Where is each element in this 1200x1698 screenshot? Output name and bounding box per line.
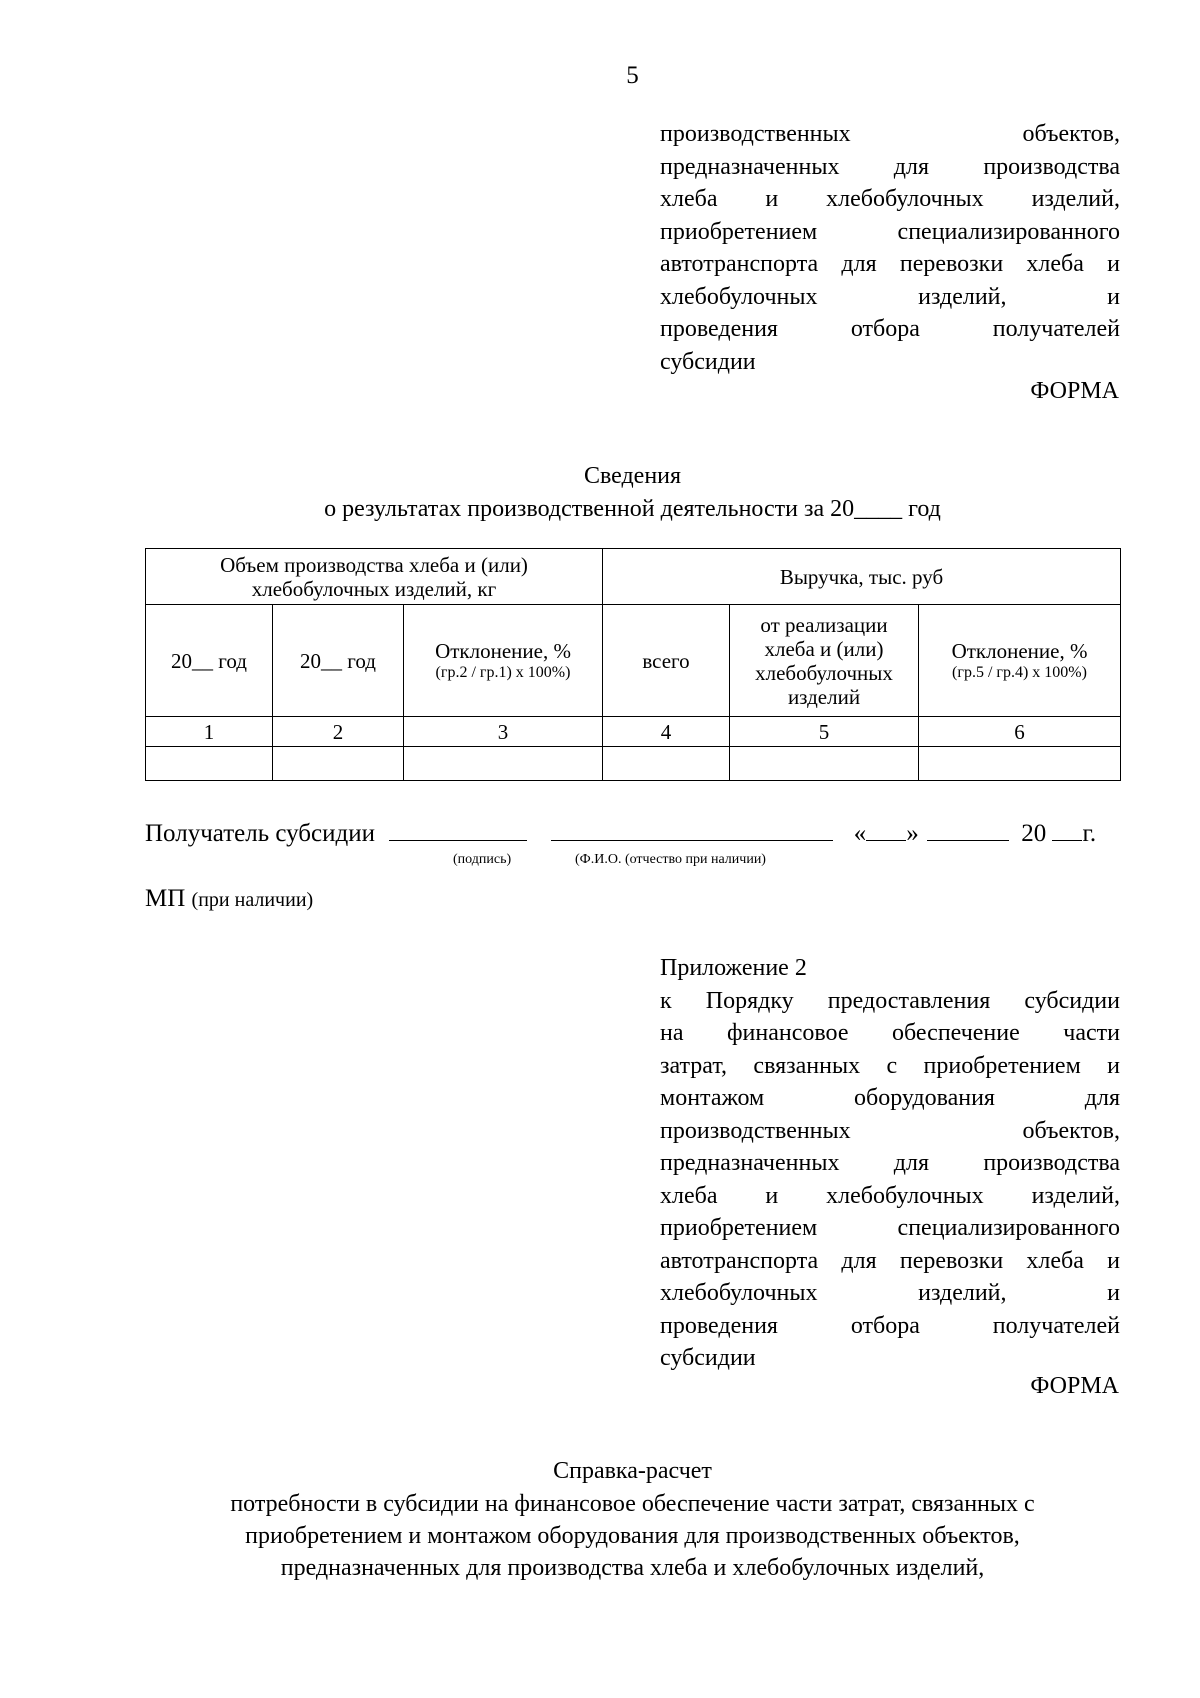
year-suffix: г. — [1082, 820, 1097, 847]
date-close-quote: » — [906, 820, 919, 847]
header-line: автотранспорта для перевозки хлеба и — [660, 251, 1120, 277]
header-line: предназначенных для производства — [660, 1150, 1120, 1176]
forma-label: ФОРМА — [1030, 1373, 1119, 1399]
fio-blank — [551, 818, 833, 841]
header-line: предназначенных для производства — [660, 153, 1120, 180]
stamp-label: МП (при наличии) — [145, 885, 314, 912]
table-header-col1: 20__ год — [146, 605, 273, 717]
spravka-line: предназначенных для производства хлеба и хлебобулочных изделий, — [280, 1555, 985, 1581]
header-line: субсидии — [660, 348, 756, 375]
table-col-number: 3 — [404, 717, 603, 747]
spravka-title: Справка-расчет — [553, 1458, 712, 1484]
date-open-quote: « — [853, 820, 867, 847]
table-col-number: 1 — [146, 717, 273, 747]
table-empty-cell — [603, 747, 730, 781]
appendix2-title: Приложение 2 — [660, 955, 807, 981]
page-number: 5 — [626, 62, 639, 89]
year-blank — [1052, 818, 1082, 841]
appendix1-header-tail — [660, 118, 1120, 378]
signature-caption: (подпись) — [453, 852, 512, 867]
header-line: затрат, связанных с приобретением и — [660, 1052, 1120, 1079]
header-line: на финансовое обеспечение части — [660, 1020, 1120, 1046]
forma-label: ФОРМА — [1030, 378, 1119, 404]
table-group-header-revenue: Выручка, тыс. руб — [603, 549, 1121, 605]
table-col-number: 4 — [603, 717, 730, 747]
header-line: монтажом оборудования для — [660, 1085, 1120, 1111]
signature-blank — [389, 818, 527, 841]
svedenia-title: Сведения — [583, 463, 682, 489]
year-prefix: 20 — [1021, 820, 1047, 847]
header-line: проведения отбора получателей — [660, 1312, 1120, 1339]
table-empty-cell — [404, 747, 603, 781]
month-blank — [927, 818, 1009, 841]
table-group-header-production: Объем производства хлеба и (или) хлебобулочных изделий, кг — [146, 549, 603, 605]
header-line: проведения отбора получателей — [660, 316, 1120, 342]
fio-caption: (Ф.И.О. (отчество при наличии) — [575, 852, 766, 867]
header-line: приобретением специализированного — [660, 218, 1120, 245]
recipient-signature-line — [145, 818, 1096, 848]
table-header-col4: всего — [603, 605, 730, 717]
header-line: автотранспорта для перевозки хлеба и — [660, 1247, 1120, 1274]
table-header-col3: Отклонение, % (гр.2 / гр.1) х 100%) — [404, 605, 603, 717]
recipient-label: Получатель субсидии — [145, 820, 375, 847]
header-line: производственных объектов, — [660, 121, 1120, 147]
table-col-number: 5 — [730, 717, 919, 747]
day-blank — [866, 818, 906, 841]
table-empty-cell — [730, 747, 919, 781]
svedenia-subtitle: о результатах производственной деятельности за 20____ год — [324, 496, 941, 522]
table-header-col2: 20__ год — [273, 605, 404, 717]
header-line: хлебобулочных изделий, и — [660, 1280, 1120, 1306]
appendix2-header — [660, 952, 1120, 1375]
table-empty-cell — [146, 747, 273, 781]
header-line: субсидии — [660, 1345, 756, 1371]
table-col-number: 2 — [273, 717, 404, 747]
table-col-number: 6 — [919, 717, 1121, 747]
header-line: хлеба и хлебобулочных изделий, — [660, 1182, 1120, 1209]
table-header-col6: Отклонение, % (гр.5 / гр.4) х 100%) — [919, 605, 1121, 717]
table-empty-cell — [273, 747, 404, 781]
header-line: производственных объектов, — [660, 1117, 1120, 1144]
header-line: хлебобулочных изделий, и — [660, 283, 1120, 310]
header-line: хлеба и хлебобулочных изделий, — [660, 186, 1120, 212]
header-line: к Порядку предоставления субсидии — [660, 987, 1120, 1014]
results-table — [145, 548, 1121, 781]
spravka-line: потребности в субсидии на финансовое обеспечение части затрат, связанных с — [230, 1491, 1035, 1517]
table-header-col5: от реализации хлеба и (или) хлебобулочных изделий — [730, 605, 919, 717]
spravka-line: приобретением и монтажом оборудования для производственных объектов, — [245, 1523, 1020, 1549]
header-line: приобретением специализированного — [660, 1215, 1120, 1241]
table-empty-cell — [919, 747, 1121, 781]
